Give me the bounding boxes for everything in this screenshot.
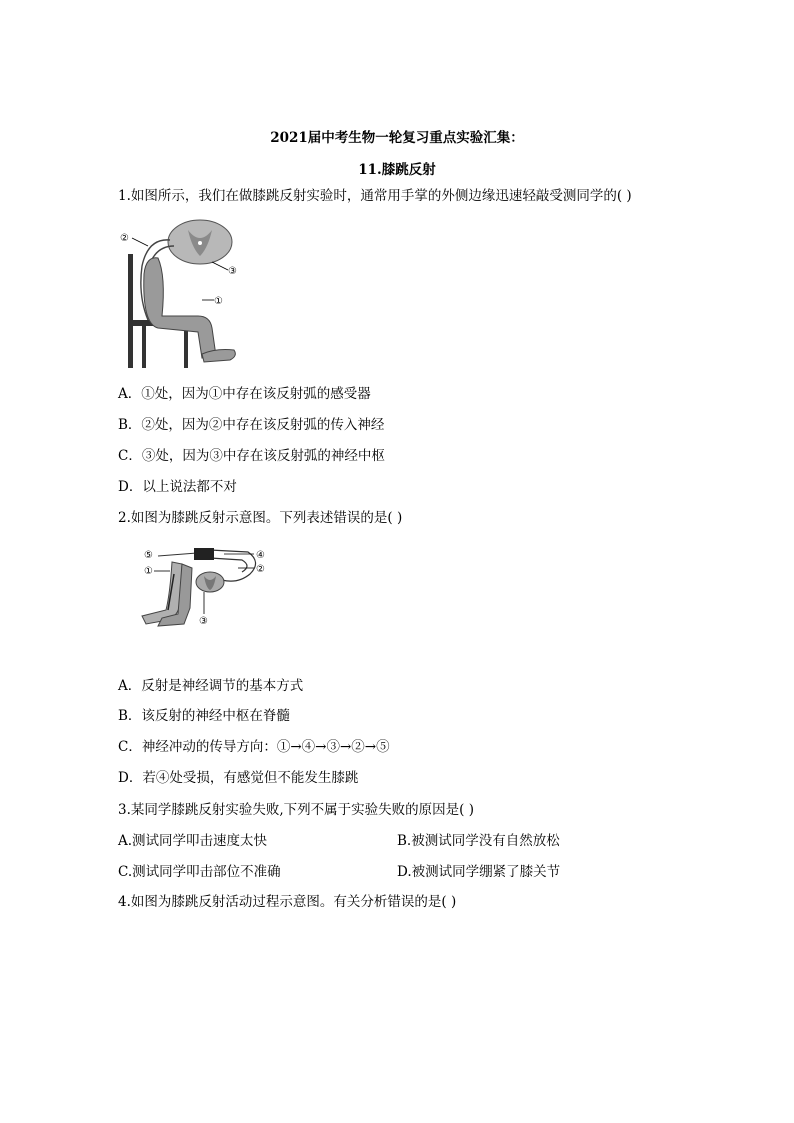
figure-2-label-4: ④: [256, 550, 265, 561]
question-1-option-a: A．①处，因为①中存在该反射弧的感受器: [118, 386, 371, 402]
figure-1-label-1: ①: [214, 296, 223, 307]
question-2-option-b: B．该反射的神经中枢在脊髓: [118, 708, 290, 724]
question-1-option-d: D．以上说法都不对: [118, 479, 237, 495]
figure-2-label-3: ③: [199, 616, 208, 627]
question-1-option-b: B．②处，因为②中存在该反射弧的传入神经: [118, 417, 385, 433]
question-2-option-d: D．若④处受损，有感觉但不能发生膝跳: [118, 770, 359, 786]
knee-reflex-figure-1: [118, 216, 242, 368]
knee-reflex-figure-2: [138, 544, 274, 628]
figure-1-label-3: ③: [228, 266, 237, 277]
question-1-stem: 1.如图所示，我们在做膝跳反射实验时，通常用手掌的外侧边缘迅速轻敲受测同学的( ): [118, 188, 632, 204]
figure-2-label-5: ⑤: [144, 550, 153, 561]
figure-2-label-2: ②: [256, 564, 265, 575]
question-3-option-b: B.被测试同学没有自然放松: [397, 833, 560, 849]
question-3-stem: 3.某同学膝跳反射实验失败,下列不属于实验失败的原因是( ): [118, 802, 474, 818]
figure-2-label-1: ①: [144, 566, 153, 577]
question-3-option-c: C.测试同学叩击部位不准确: [118, 864, 281, 880]
question-2-option-a: A．反射是神经调节的基本方式: [118, 678, 304, 694]
question-4-stem: 4.如图为膝跳反射活动过程示意图。有关分析错误的是( ): [118, 894, 457, 910]
page-subtitle: 11.膝跳反射: [358, 162, 436, 178]
page-title: 2021届中考生物一轮复习重点实验汇集：: [270, 130, 524, 146]
question-1-option-c: C．③处，因为③中存在该反射弧的神经中枢: [118, 448, 385, 464]
question-3-option-a: A.测试同学叩击速度太快: [118, 833, 268, 849]
figure-1-label-2: ②: [120, 233, 129, 244]
question-2-stem: 2.如图为膝跳反射示意图。下列表述错误的是( ): [118, 510, 403, 526]
question-2-option-c: C．神经冲动的传导方向：①→④→③→②→⑤: [118, 739, 390, 755]
question-3-option-d: D.被测试同学绷紧了膝关节: [397, 864, 561, 880]
